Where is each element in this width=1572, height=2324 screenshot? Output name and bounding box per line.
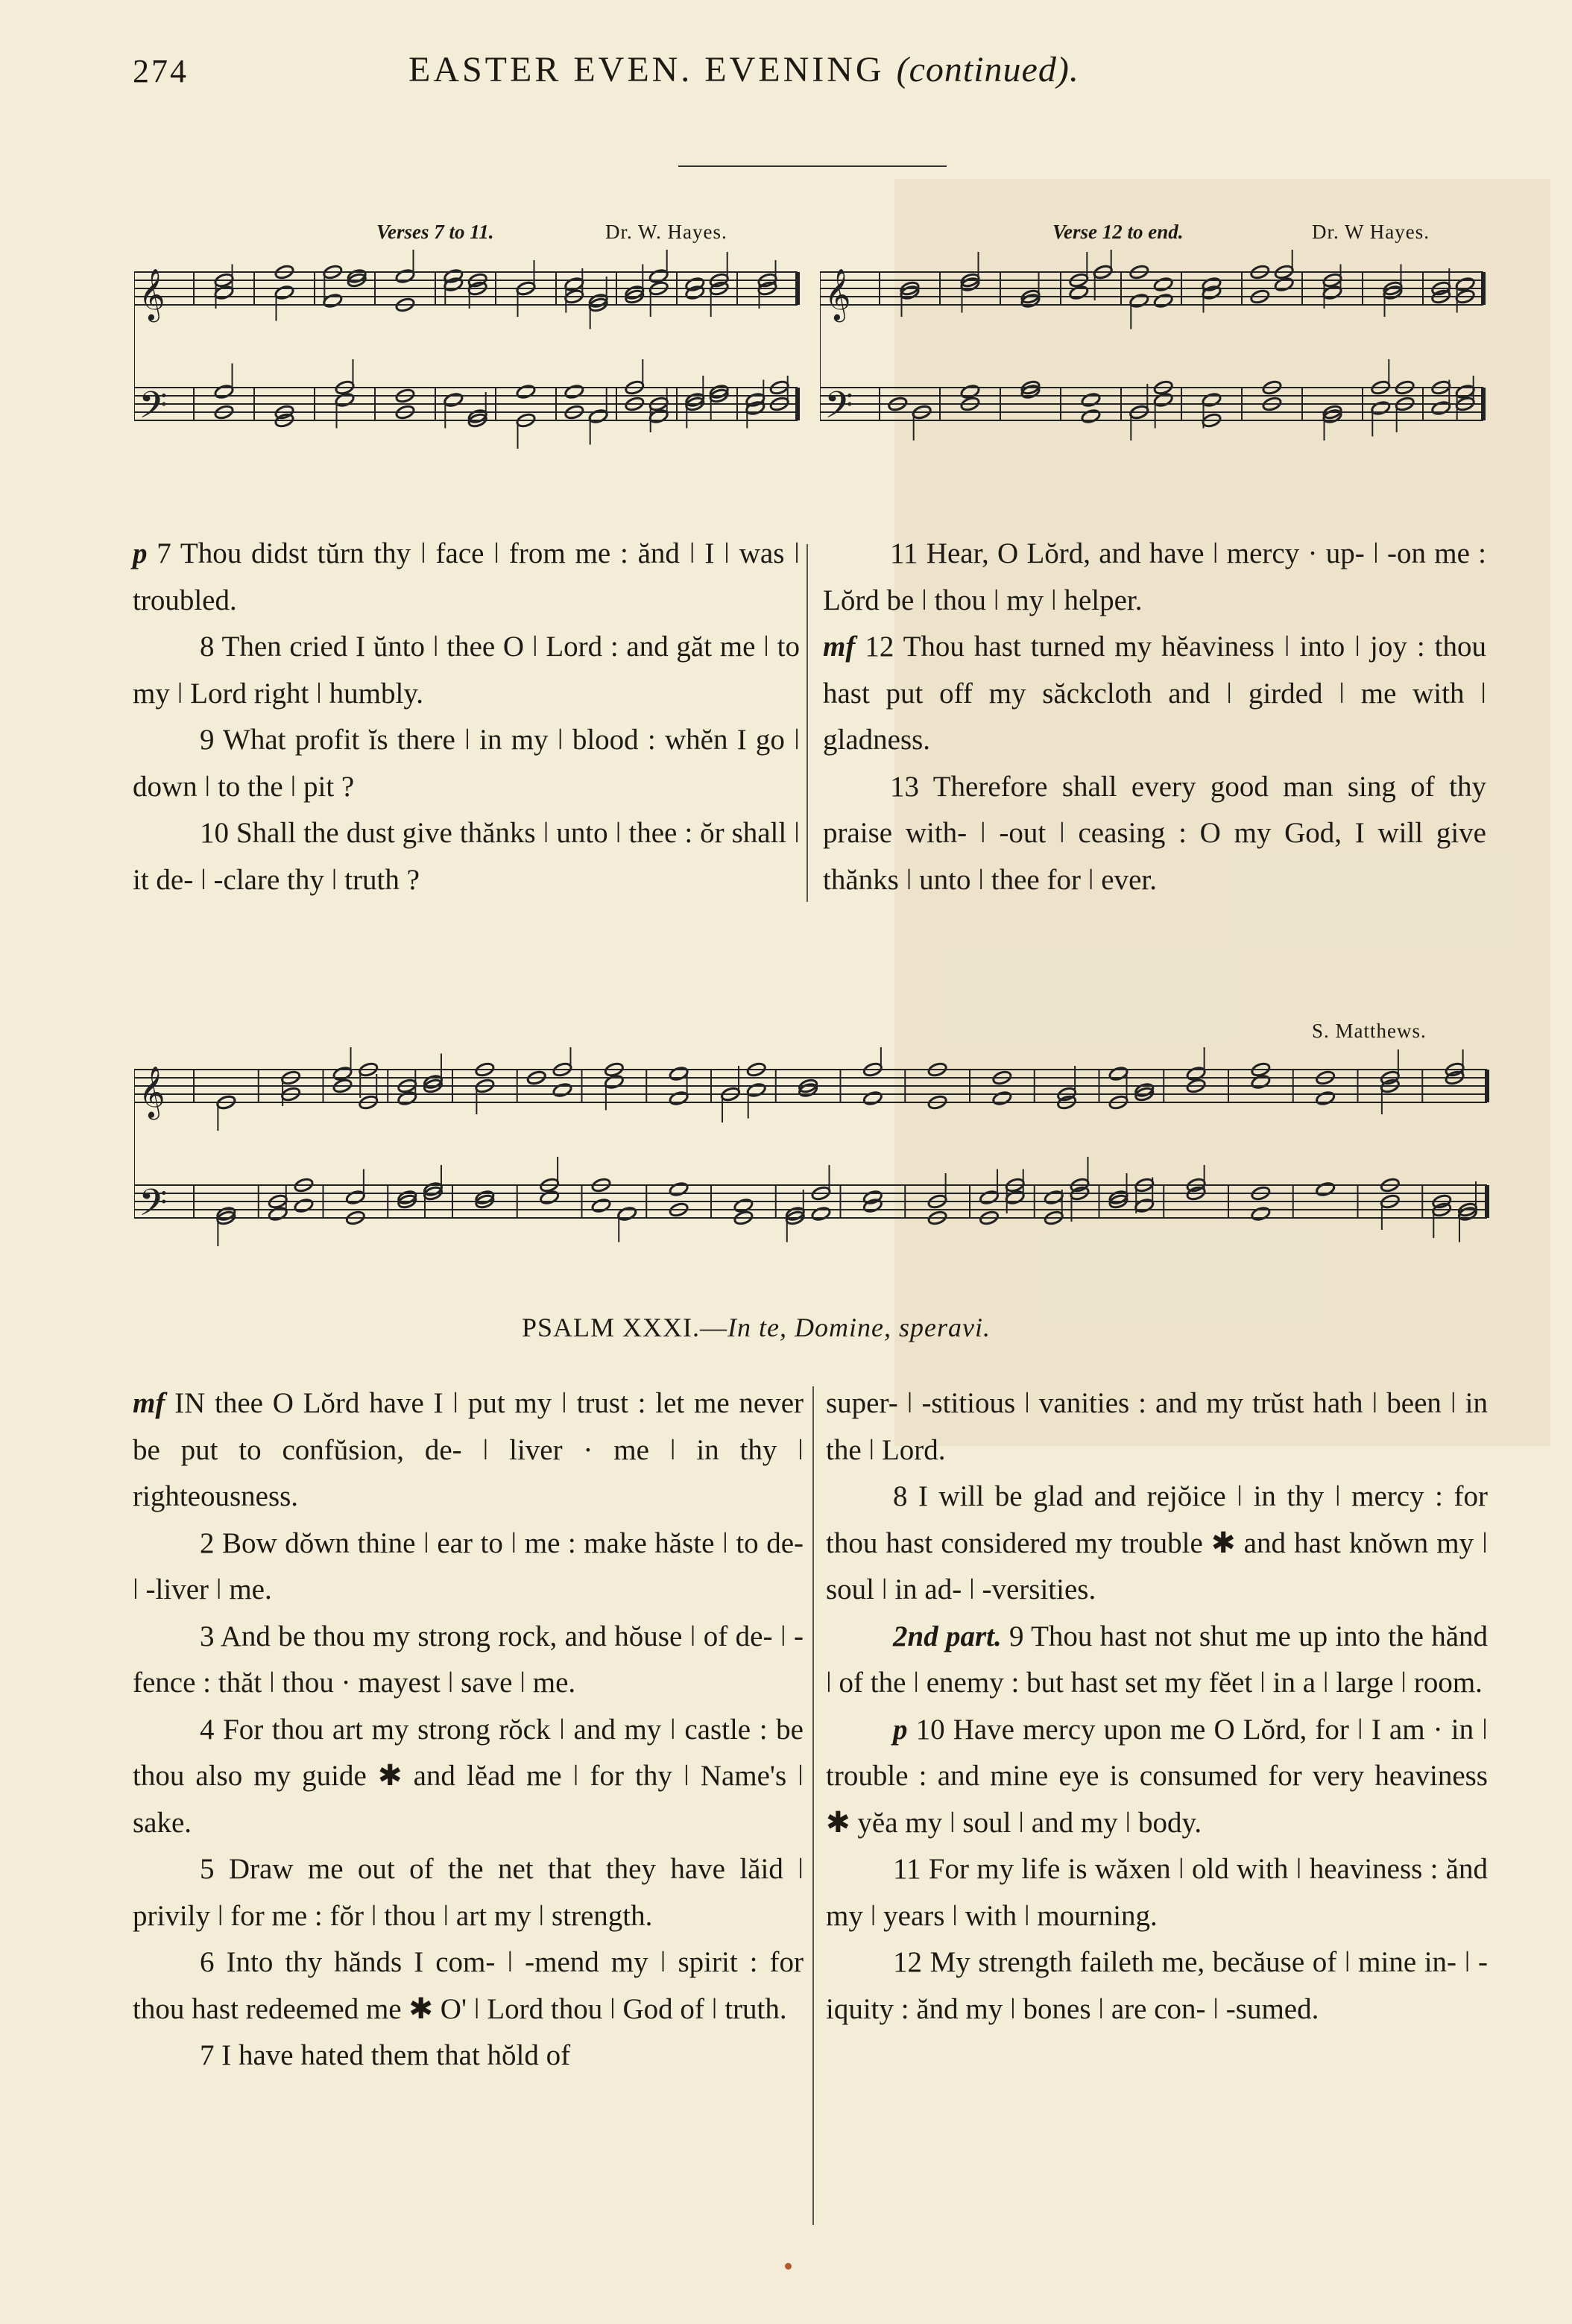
- chant-right-composer: Dr. W Hayes.: [1312, 221, 1430, 243]
- note-head: [648, 268, 669, 284]
- verse: [823, 624, 1486, 764]
- top-left-verses: [133, 531, 800, 903]
- verse-text: super- ǀ -stitious ǀ vanities : and my trŭst hath ǀ been ǀ in the ǀ Lord.: [826, 1387, 1488, 1466]
- note-head: [604, 1074, 624, 1090]
- note-head: [1455, 277, 1475, 292]
- psalm-title-number: PSALM XXXI.—: [522, 1313, 728, 1342]
- verse: [826, 1474, 1488, 1614]
- note-head: [992, 1090, 1012, 1106]
- note-head: [591, 1198, 611, 1213]
- title-main: EASTER EVEN. EVENING: [408, 50, 885, 89]
- verse-text: 8 I will be glad and rejŏice ǀ in thy ǀ mercy : for thou hast considered my trouble ✱ and hast knŏwn my ǀ soul ǀ in ad- ǀ -versities.: [826, 1480, 1488, 1605]
- note-head: [395, 268, 415, 284]
- note-head: [539, 1190, 559, 1205]
- title-rule: [678, 165, 947, 167]
- verse: [826, 1380, 1488, 1474]
- note-head: [1455, 384, 1475, 400]
- top-right-verses: [823, 531, 1486, 903]
- note-head: [335, 392, 355, 408]
- verse: [826, 1614, 1488, 1707]
- note-head: [1134, 1198, 1155, 1213]
- bass-clef: 𝄢: [139, 1181, 168, 1234]
- verse: [133, 624, 800, 717]
- note-head: [443, 392, 464, 408]
- note-head: [214, 384, 234, 400]
- verse-text: 12 My strength faileth me, becăuse of ǀ mine in- ǀ -iquity : ănd my ǀ bones ǀ are con- ǀ -sumed.: [826, 1946, 1488, 2025]
- note-head: [862, 1198, 883, 1213]
- verse-text: 4 For thou art my strong rŏck ǀ and my ǀ castle : be thou also my guide ✱ and lĕad me ǀ for thy ǀ Name's ǀ sake.: [133, 1713, 804, 1839]
- verse: [133, 1707, 804, 1847]
- note-head: [1431, 400, 1451, 416]
- note-head: [214, 285, 234, 300]
- note-head: [1153, 293, 1173, 309]
- note-head: [617, 1206, 637, 1222]
- verse-text: 2 Bow dŏwn thine ǀ ear to ǀ me : make hăste ǀ to de- ǀ -liver ǀ me.: [133, 1526, 804, 1605]
- dynamic-mark: mf: [133, 1387, 165, 1419]
- note-head: [811, 1206, 831, 1222]
- note-head: [979, 1190, 999, 1205]
- verse: [823, 764, 1486, 904]
- note-head: [960, 384, 980, 400]
- note-head: [733, 1198, 754, 1213]
- note-head: [1186, 1066, 1206, 1082]
- verse-text: 8 Then cried I ŭnto ǀ thee O ǀ Lord : and găt me ǀ to my ǀ Lord right ǀ humbly.: [133, 631, 800, 710]
- note-head: [1315, 1181, 1335, 1197]
- verse: [133, 1380, 804, 1521]
- note-head: [1315, 1090, 1335, 1106]
- chant-third-score: [134, 1047, 1491, 1286]
- note-head: [1081, 408, 1101, 424]
- bass-clef: 𝄢: [824, 384, 853, 436]
- verse-text: 3 And be thou my strong rock, and hŏuse ǀ of de- ǀ -fence : thăt ǀ thou · mayest ǀ save ǀ me.: [133, 1620, 804, 1699]
- verse-text: 11 For my life is wăxen ǀ old with ǀ heaviness : ănd my ǀ years ǀ with ǀ mourning.: [826, 1853, 1488, 1932]
- note-head: [1129, 293, 1149, 309]
- note-head: [1251, 1206, 1271, 1222]
- note-head: [1274, 277, 1294, 292]
- ink-dot: [785, 2263, 792, 2270]
- title-continued: (continued).: [896, 50, 1079, 89]
- verse-text: 7 I have hated them that hŏld of: [200, 2039, 571, 2071]
- note-head: [268, 1206, 288, 1222]
- verse: [133, 1939, 804, 2033]
- note-head: [669, 1090, 689, 1106]
- note-head: [685, 285, 705, 300]
- verse: [133, 810, 800, 903]
- treble-clef: 𝄞: [139, 1066, 165, 1118]
- note-head: [564, 384, 584, 400]
- note-head: [648, 408, 669, 424]
- verse: [133, 1521, 804, 1614]
- note-head: [745, 392, 766, 408]
- chant-right-verses: Verse 12 to end.: [1052, 221, 1184, 243]
- psalm-title: [522, 1312, 991, 1343]
- note-head: [588, 408, 608, 424]
- note-head: [443, 268, 464, 284]
- verse: [826, 1846, 1488, 1939]
- note-head: [1044, 1190, 1064, 1205]
- note-head: [1202, 277, 1222, 292]
- dynamic-mark: 2nd part.: [893, 1620, 1002, 1652]
- chant-right-score: [820, 250, 1491, 488]
- chant-third-composer: S. Matthews.: [1312, 1020, 1427, 1042]
- verse: [133, 531, 800, 624]
- note-head: [516, 384, 536, 400]
- verse-text: 12 Thou hast turned my hĕaviness ǀ into ǀ joy : thou hast put off my săckcloth and ǀ girded ǀ me with ǀ gladness.: [823, 631, 1486, 756]
- bottom-left-verses: [133, 1380, 804, 2080]
- page-number: 274: [133, 53, 189, 89]
- verse-text: 13 Therefore shall every good man sing of thy praise with- ǀ -out ǀ ceasing : O my God, I will give thănks ǀ unto ǀ thee for ǀ ever.: [823, 770, 1486, 896]
- note-head: [862, 1090, 883, 1106]
- verse: [133, 2033, 804, 2080]
- note-head: [1322, 285, 1342, 300]
- verse-text: 6 Into thy hănds I com- ǀ -mend my ǀ spirit : for thou hast redeemed me ✱ O' ǀ Lord thou ǀ God of ǀ truth.: [133, 1946, 804, 2025]
- note-head: [552, 1082, 572, 1098]
- verse-text: 10 Have mercy upon me O Lŏrd, for ǀ I am · in ǀ trouble : and mine eye is consumed for very heaviness ✱ yĕa my ǀ soul ǀ and my ǀ body.: [826, 1713, 1488, 1839]
- dynamic-mark: mf: [823, 631, 856, 663]
- verse-text: 11 Hear, O Lŏrd, and have ǀ mercy · up- ǀ -on me : Lŏrd be ǀ thou ǀ my ǀ helper.: [823, 537, 1486, 616]
- verse-text: 9 Thou hast not shut me up into the hănd ǀ of the ǀ enemy : but hast set my fĕet ǀ in a ǀ large ǀ room.: [826, 1620, 1489, 1699]
- treble-clef: 𝄞: [139, 268, 165, 321]
- chant-left-verses: Verses 7 to 11.: [376, 221, 494, 243]
- note-head: [323, 293, 343, 309]
- verse: [823, 531, 1486, 624]
- psalm-title-latin: In te, Domine, speravi.: [727, 1313, 991, 1342]
- note-head: [1153, 392, 1173, 408]
- verse: [826, 1707, 1488, 1847]
- chant-left-composer: Dr. W. Hayes.: [605, 221, 727, 243]
- verse: [133, 1846, 804, 1939]
- note-head: [1005, 1190, 1025, 1205]
- verse: [133, 1614, 804, 1707]
- bottom-right-verses: [826, 1380, 1488, 2033]
- verse-text: 5 Draw me out of the net that they have lăid ǀ privily ǀ for me : fŏr ǀ thou ǀ art my ǀ strength.: [133, 1853, 804, 1932]
- note-head: [1081, 392, 1101, 408]
- verse: [826, 1939, 1488, 2033]
- note-head: [1202, 392, 1222, 408]
- chant-left-score: [134, 250, 805, 488]
- note-head: [397, 1090, 417, 1106]
- note-head: [669, 1181, 689, 1197]
- note-head: [274, 285, 294, 300]
- dynamic-mark: p: [893, 1713, 908, 1746]
- bass-clef: 𝄢: [139, 384, 168, 436]
- column-divider-bottom: [812, 1386, 814, 2225]
- note-head: [345, 1190, 365, 1205]
- treble-clef: 𝄞: [824, 268, 851, 321]
- note-head: [746, 1082, 766, 1098]
- note-head: [332, 1066, 353, 1082]
- note-head: [1251, 1074, 1271, 1090]
- verse-text: 10 Shall the dust give thănks ǀ unto ǀ thee : ŏr shall ǀ it de- ǀ -clare thy ǀ truth ?: [133, 817, 800, 896]
- verse: [133, 717, 800, 810]
- column-divider-top: [806, 544, 808, 902]
- note-head: [1153, 277, 1173, 292]
- page-title: [408, 49, 1079, 90]
- verse-text: IN thee O Lŏrd have I ǀ put my ǀ trust : let me never be put to confŭsion, de- ǀ liver · me ǀ in thy ǀ righteousness.: [133, 1387, 804, 1512]
- note-head: [1108, 1066, 1129, 1082]
- dynamic-mark: p: [133, 537, 148, 569]
- note-head: [1371, 400, 1391, 416]
- verse-text: 9 What profit ĭs there ǀ in my ǀ blood : whĕn I go ǀ down ǀ to the ǀ pit ?: [133, 724, 800, 803]
- note-head: [294, 1198, 314, 1213]
- note-head: [1069, 285, 1089, 300]
- note-head: [564, 277, 584, 292]
- verse-text: 7 Thou didst tŭrn thy ǀ face ǀ from me : ănd ǀ I ǀ was ǀ troubled.: [133, 537, 800, 616]
- note-head: [669, 1066, 689, 1082]
